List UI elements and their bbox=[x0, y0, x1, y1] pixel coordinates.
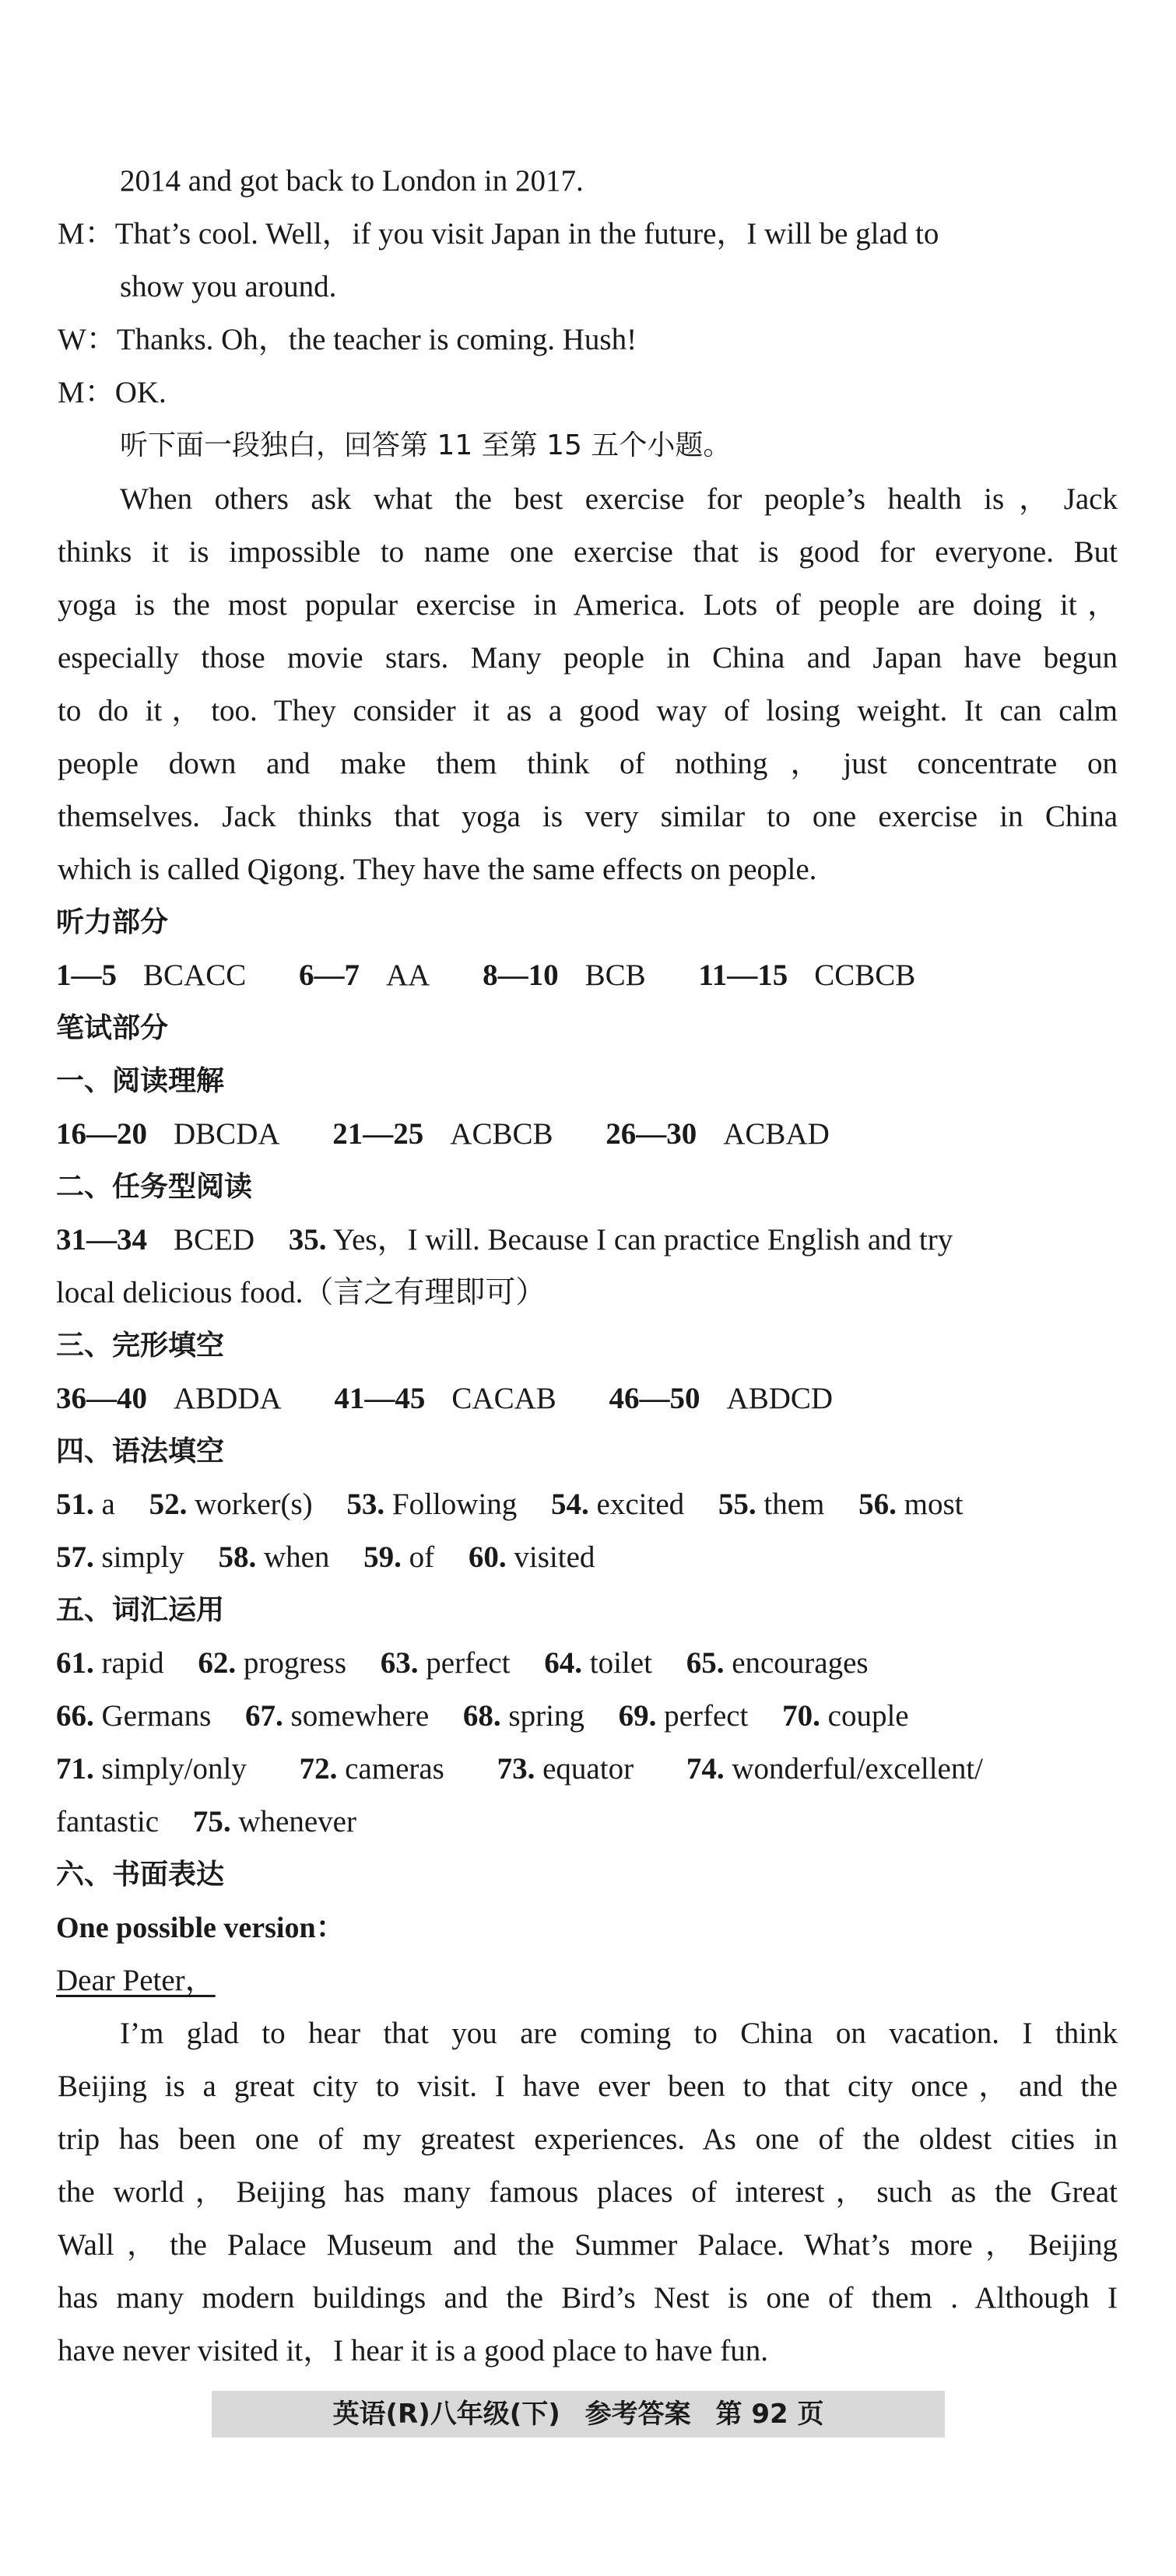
vocab-answers: 66. Germans 67. somewhere 68. spring 69. perfect 70. couple bbox=[56, 1699, 909, 1733]
monologue-line: When others ask what the best exercise for people’s health is，Jack bbox=[120, 482, 1118, 516]
monologue-line: themselves. Jack thinks that yoga is very similar to one exercise in China bbox=[58, 800, 1118, 833]
possible-version-label: One possible version： bbox=[56, 1912, 346, 1944]
dialogue-line: W：Thanks. Oh，the teacher is coming. Hush! bbox=[58, 323, 637, 356]
grammar-answers: 51. a 52. worker(s) 53. Following 54. excited 55. them 56. most bbox=[56, 1488, 964, 1521]
letter-line: I’m glad to hear that you are coming to China on vacation. I think bbox=[120, 2017, 1118, 2050]
monologue-line: to do it，too. They consider it as a good way of losing weight. It can calm bbox=[58, 694, 1118, 727]
monologue-instruction: 听下面一段独白，回答第 11 至第 15 五个小题。 bbox=[120, 429, 732, 461]
vocab-answers: 71. simply/only 72. cameras 73. equator 74. wonderful/excellent/ bbox=[56, 1752, 984, 1786]
vocab-answers: 61. rapid 62. progress 63. perfect 64. toilet 65. encourages bbox=[56, 1646, 869, 1680]
monologue-line: yoga is the most popular exercise in America. Lots of people are doing it， bbox=[58, 588, 1118, 622]
letter-line: Wall，the Palace Museum and the Summer Palace. What’s more，Beijing bbox=[58, 2228, 1118, 2262]
task-reading-answers: 31—34 BCED 35. Yes，I will. Because I can practice English and try bbox=[56, 1223, 953, 1256]
dialogue-line: M：That’s cool. Well，if you visit Japan in the future，I will be glad to bbox=[58, 217, 939, 251]
section-heading-task-reading: 二、任务型阅读 bbox=[56, 1171, 253, 1203]
letter-line: have never visited it，I hear it is a good place to have fun. bbox=[58, 2334, 768, 2367]
letter-line: trip has been one of my greatest experiences. As one of the oldest cities in bbox=[58, 2122, 1118, 2156]
letter-line: the world，Beijing has many famous places of interest，such as the Great bbox=[58, 2175, 1118, 2209]
section-heading-vocab: 五、词汇运用 bbox=[56, 1594, 225, 1626]
section-heading-written: 笔试部分 bbox=[56, 1012, 169, 1044]
grammar-answers: 57. simply 58. when 59. of 60. visited bbox=[56, 1540, 595, 1574]
monologue-line: thinks it is impossible to name one exercise that is good for everyone. But bbox=[58, 535, 1118, 569]
footer-page-number: 第 92 页 bbox=[715, 2399, 824, 2430]
listening-answers: 1—5 BCACC 6—7 AA 8—10 BCB 11—15 CCBCB bbox=[56, 959, 916, 992]
section-heading-cloze: 三、完形填空 bbox=[56, 1330, 225, 1362]
dialogue-line: show you around. bbox=[120, 270, 337, 303]
page-footer bbox=[212, 2391, 945, 2438]
monologue-line: which is called Qigong. They have the same effects on people. bbox=[58, 853, 817, 886]
reading-answers: 16—20 DBCDA 21—25 ACBCB 26—30 ACBAD bbox=[56, 1117, 830, 1151]
monologue-line: people down and make them think of nothing，just concentrate on bbox=[58, 747, 1118, 780]
section-heading-writing: 六、书面表达 bbox=[56, 1859, 225, 1891]
cloze-answers: 36—40 ABDDA 41—45 CACAB 46—50 ABDCD bbox=[56, 1382, 834, 1415]
letter-line: Beijing is a great city to visit. I have ever been to that city once，and the bbox=[58, 2070, 1118, 2103]
footer-subject: 英语(R)八年级(下) bbox=[332, 2399, 560, 2430]
letter-line: has many modern buildings and the Bird’s Nest is one of them . Although I bbox=[58, 2281, 1118, 2315]
section-heading-reading: 一、阅读理解 bbox=[56, 1065, 225, 1097]
task-reading-answers-cont: local delicious food.（言之有理即可） bbox=[56, 1276, 546, 1309]
dialogue-line: 2014 and got back to London in 2017. bbox=[120, 164, 584, 198]
letter-salutation: Dear Peter， bbox=[56, 1964, 216, 1997]
dialogue-line: M：OK. bbox=[58, 376, 167, 409]
section-heading-grammar: 四、语法填空 bbox=[56, 1435, 225, 1467]
section-heading-listening: 听力部分 bbox=[56, 906, 169, 938]
monologue-line: especially those movie stars. Many people in China and Japan have begun bbox=[58, 641, 1118, 675]
footer-label: 参考答案 bbox=[584, 2399, 691, 2430]
vocab-answers: fantastic 75. whenever bbox=[56, 1805, 356, 1838]
